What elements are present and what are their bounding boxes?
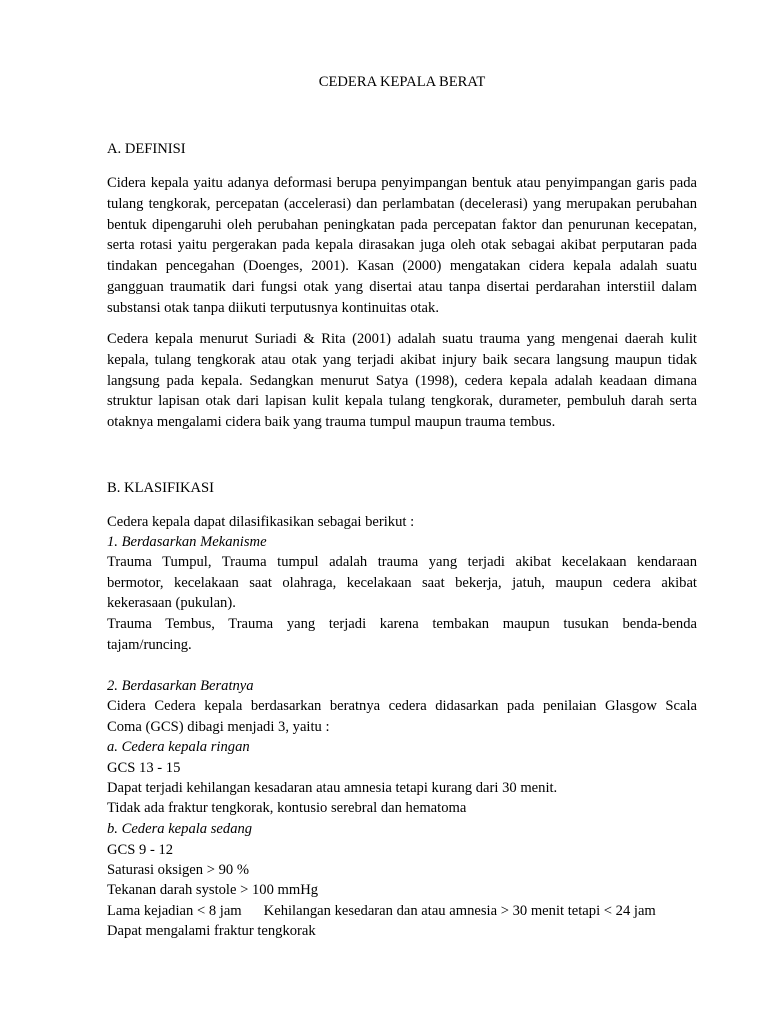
cedera-sedang-line-3 — [107, 901, 656, 922]
definition-paragraph-1: Cidera kepala yaitu adanya deformasi berupa penyimpangan bentuk atau penyimpangan garis pada tulang tengkorak, percepatan (accelerasi) dan perlambatan (decelerasi) yang merupakan perubahan bentuk dipengaruhi oleh perubahan peningkatan pada percepatan faktor dan penurunan kecepatan, serta rotasi yaitu pergerakan pada kepala dirasakan juga oleh otak sebagai akibat perputaran pada tindakan pencegahan (Doenges, 2001). Kasan (2000) mengatakan cidera kepala adalah suatu gangguan traumatik dari fungsi otak yang disertai atau tanpa disertai perdarahan interstiil dalam substansi otak tanpa diikuti terputusnya kontinuitas otak. — [107, 175, 697, 316]
subheading-mekanisme: 1. Berdasarkan Mekanisme — [107, 534, 267, 550]
cedera-sedang-gcs: GCS 9 - 12 — [107, 842, 174, 858]
kehilangan-kesadaran-text: Kehilangan kesedaran dan atau amnesia > 30 menit tetapi < 24 jam — [263, 903, 656, 919]
document-title: CEDERA KEPALA BERAT — [318, 74, 486, 90]
lama-kejadian-text: Lama kejadian < 8 jam — [107, 903, 242, 919]
cedera-sedang-label: b. Cedera kepala sedang — [107, 821, 253, 837]
trauma-tumpul-line-3: kekerasaan (pukulan). — [107, 595, 236, 611]
beratnya-line-2: Coma (GCS) dibagi menjadi 3, yaitu : — [107, 719, 330, 735]
trauma-tumpul-line-2: bermotor, kecelakaan saat olahraga, kecelakaan saat bekerja, jatuh, maupun cedera akibat — [107, 575, 697, 591]
cedera-ringan-line-2: Tidak ada fraktur tengkorak, kontusio serebral dan hematoma — [107, 800, 467, 816]
definition-paragraph-2: Cedera kepala menurut Suriadi & Rita (2001) adalah suatu trauma yang mengenai daerah kulit kepala, tulang tengkorak atau otak yang terjadi akibat injury baik secara langsung maupun tidak langsung pada kepala. Sedangkan menurut Satya (1998), cedera kepala adalah keadaan dimana struktur lapisan otak dari lapisan kulit kepala tulang tengkorak, durameter, pembuluh darah serta otaknya mengalami cidera baik yang trauma tumpul maupun trauma tembus. — [107, 331, 697, 431]
cedera-sedang-line-4: Dapat mengalami fraktur tengkorak — [107, 923, 316, 939]
cedera-sedang-line-2: Tekanan darah systole > 100 mmHg — [107, 882, 319, 898]
section-a-heading: A. DEFINISI — [107, 141, 186, 157]
subheading-beratnya: 2. Berdasarkan Beratnya — [107, 678, 254, 694]
cedera-ringan-gcs: GCS 13 - 15 — [107, 760, 181, 776]
cedera-ringan-label: a. Cedera kepala ringan — [107, 739, 250, 755]
trauma-tembus-line-2: tajam/runcing. — [107, 637, 192, 653]
cedera-ringan-line-1: Dapat terjadi kehilangan kesadaran atau amnesia tetapi kurang dari 30 menit. — [107, 780, 558, 796]
trauma-tumpul-line-1: Trauma Tumpul, Trauma tumpul adalah trauma yang terjadi akibat kecelakaan kendaraan — [107, 554, 697, 570]
trauma-tembus-line-1: Trauma Tembus, Trauma yang terjadi karena tembakan maupun tusukan benda-benda — [107, 616, 697, 632]
classification-intro: Cedera kepala dapat dilasifikasikan sebagai berikut : — [107, 514, 415, 530]
section-b-heading: B. KLASIFIKASI — [107, 480, 215, 496]
cedera-sedang-line-1: Saturasi oksigen > 90 % — [107, 862, 249, 878]
beratnya-line-1: Cidera Cedera kepala berdasarkan beratnya cedera didasarkan pada penilaian Glasgow Scala — [107, 698, 697, 714]
